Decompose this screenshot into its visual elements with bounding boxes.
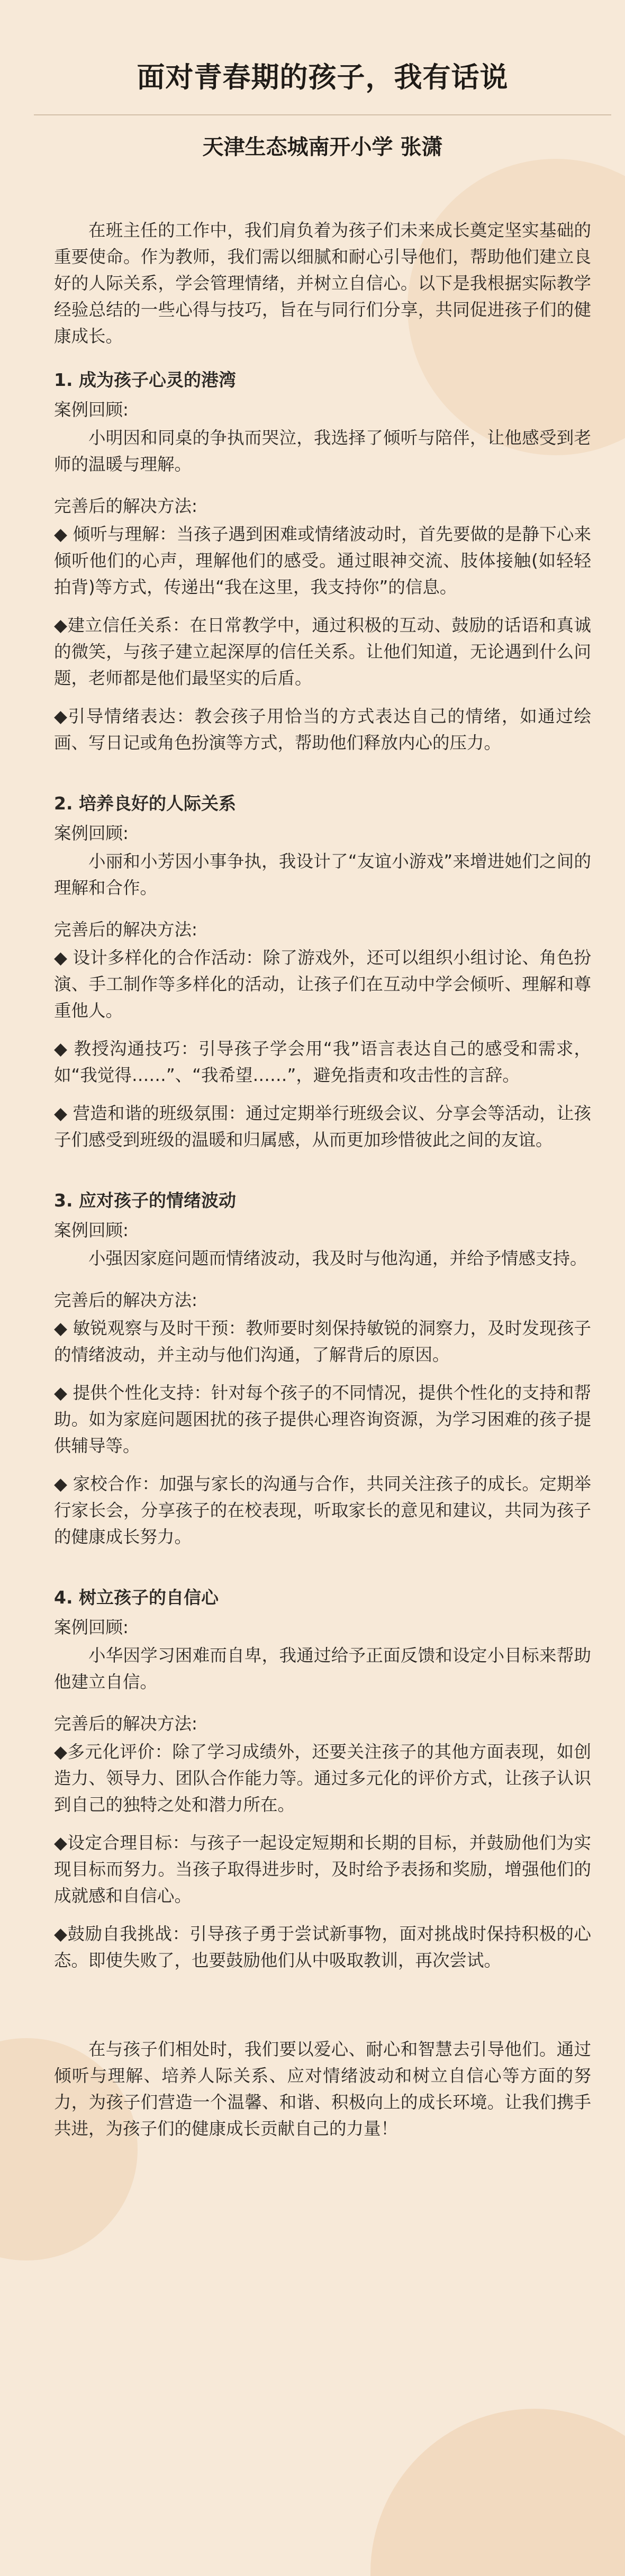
article-title: 面对青春期的孩子，我有话说 — [137, 61, 509, 94]
solution-label: 完善后的解决方法: — [54, 496, 197, 516]
case-text: 小丽和小芳因小事争执，我设计了“友谊小游戏”来增进她们之间的理解和合作。 — [54, 851, 591, 898]
section-heading: 4. 树立孩子的自信心 — [54, 1587, 219, 1608]
case-label: 案例回顾: — [54, 1617, 129, 1637]
solution-list — [54, 521, 591, 756]
case-label: 案例回顾: — [54, 823, 129, 843]
solution-label: 完善后的解决方法: — [54, 1714, 197, 1734]
solution-item: ◆ 教授沟通技巧：引导孩子学会用“我”语言表达自己的感受和需求，如“我觉得……”、“我希望……”，避免指责和攻击性的言辞。 — [54, 1039, 591, 1085]
section-2 — [54, 789, 591, 1153]
solution-label: 完善后的解决方法: — [54, 920, 197, 940]
solution-item: ◆ 倾听与理解：当孩子遇到困难或情绪波动时，首先要做的是静下心来倾听他们的心声，理解他们的感受。通过眼神交流、肢体接触(如轻轻拍背)等方式，传递出“我在这里，我支持你”的信息。 — [54, 524, 591, 597]
section-1 — [54, 365, 591, 756]
solution-list — [54, 1739, 591, 1974]
title-divider — [34, 114, 611, 115]
solution-label: 完善后的解决方法: — [54, 1290, 197, 1310]
solution-item: ◆ 设计多样化的合作活动：除了游戏外，还可以组织小组讨论、角色扮演、手工制作等多样化的活动，让孩子们在互动中学会倾听、理解和尊重他人。 — [54, 948, 591, 1021]
solution-item: ◆多元化评价：除了学习成绩外，还要关注孩子的其他方面表现，如创造力、领导力、团队合作能力等。通过多元化的评价方式，让孩子认识到自己的独特之处和潜力所在。 — [54, 1742, 591, 1815]
section-heading: 1. 成为孩子心灵的港湾 — [54, 370, 236, 390]
case-text: 小华因学习困难而自卑，我通过给予正面反馈和设定小目标来帮助他建立自信。 — [54, 1645, 591, 1692]
section-3 — [54, 1186, 591, 1550]
case-text: 小强因家庭问题而情绪波动，我及时与他沟通，并给予情感支持。 — [88, 1248, 587, 1268]
case-label: 案例回顾: — [54, 1220, 129, 1240]
solution-item: ◆引导情绪表达：教会孩子用恰当的方式表达自己的情绪，如通过绘画、写日记或角色扮演等方式，帮助他们释放内心的压力。 — [54, 706, 591, 753]
section-4 — [54, 1583, 591, 1974]
solution-item: ◆建立信任关系：在日常教学中，通过积极的互动、鼓励的话语和真诚的微笑，与孩子建立起深厚的信任关系。让他们知道，无论遇到什么问题，老师都是他们最坚实的后盾。 — [54, 615, 591, 688]
solution-item: ◆鼓励自我挑战：引导孩子勇于尝试新事物，面对挑战时保持积极的心态。即使失败了，也要鼓励他们从中吸取教训，再次尝试。 — [54, 1924, 591, 1970]
section-heading: 3. 应对孩子的情绪波动 — [54, 1190, 236, 1211]
case-label: 案例回顾: — [54, 400, 129, 420]
case-text: 小明因和同桌的争执而哭泣，我选择了倾听与陪伴，让他感受到老师的温暖与理解。 — [54, 428, 591, 474]
solution-item: ◆ 营造和谐的班级氛围：通过定期举行班级会议、分享会等活动，让孩子们感受到班级的温暖和归属感，从而更加珍惜彼此之间的友谊。 — [54, 1103, 591, 1150]
section-heading: 2. 培养良好的人际关系 — [54, 793, 236, 814]
author-line: 天津生态城南开小学 张潇 — [202, 135, 443, 159]
solution-item: ◆ 提供个性化支持：针对每个孩子的不同情况，提供个性化的支持和帮助。如为家庭问题困扰的孩子提供心理咨询资源，为学习困难的孩子提供辅导等。 — [54, 1383, 591, 1456]
solution-item: ◆设定合理目标：与孩子一起设定短期和长期的目标，并鼓励他们为实现目标而努力。当孩子取得进步时，及时给予表扬和奖励，增强他们的成就感和自信心。 — [54, 1833, 591, 1906]
conclusion-paragraph: 在与孩子们相处时，我们要以爱心、耐心和智慧去引导他们。通过倾听与理解、培养人际关系、应对情绪波动和树立自信心等方面的努力，为孩子们营造一个温馨、和谐、积极向上的成长环境。让我们携手共进，为孩子们的健康成长贡献自己的力量！ — [54, 2039, 591, 2139]
solution-item: ◆ 敏锐观察与及时干预：教师要时刻保持敏锐的洞察力，及时发现孩子的情绪波动，并主动与他们沟通，了解背后的原因。 — [54, 1318, 591, 1365]
background-decoration — [370, 2409, 625, 2576]
solution-item: ◆ 家校合作：加强与家长的沟通与合作，共同关注孩子的成长。定期举行家长会，分享孩子的在校表现，听取家长的意见和建议，共同为孩子的健康成长努力。 — [54, 1474, 591, 1547]
intro-paragraph: 在班主任的工作中，我们肩负着为孩子们未来成长奠定坚实基础的重要使命。作为教师，我们需以细腻和耐心引导他们，帮助他们建立良好的人际关系，学会管理情绪，并树立自信心。以下是我根据实际教学经验总结的一些心得与技巧，旨在与同行们分享，共同促进孩子们的健康成长。 — [54, 220, 591, 346]
solution-list — [54, 944, 591, 1153]
solution-list — [54, 1315, 591, 1550]
